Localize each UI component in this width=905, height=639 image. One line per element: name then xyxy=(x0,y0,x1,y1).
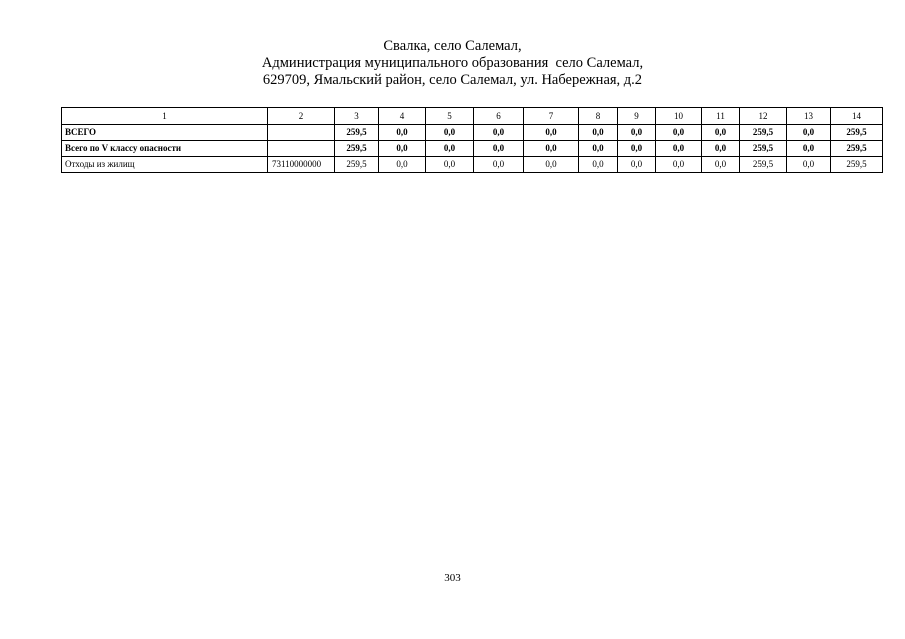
table-cell: 0,0 xyxy=(474,141,524,157)
table-cell: 259,5 xyxy=(831,157,883,173)
table-cell: 259,5 xyxy=(740,141,787,157)
table-row-total xyxy=(62,125,883,141)
page-number: 303 xyxy=(444,572,461,584)
table-cell: 259,5 xyxy=(740,157,787,173)
table-cell: 0,0 xyxy=(787,125,831,141)
table-row-class-v-total xyxy=(62,141,883,157)
row-code xyxy=(268,141,335,157)
column-number: 6 xyxy=(474,108,524,125)
column-number: 12 xyxy=(740,108,787,125)
table-cell: 0,0 xyxy=(618,157,656,173)
table-cell: 0,0 xyxy=(656,157,702,173)
table-cell: 0,0 xyxy=(524,141,579,157)
table-cell: 0,0 xyxy=(379,157,426,173)
table-cell: 0,0 xyxy=(426,125,474,141)
row-name: Отходы из жилищ xyxy=(62,157,268,173)
table-cell: 0,0 xyxy=(702,157,740,173)
column-number: 9 xyxy=(618,108,656,125)
table-cell: 0,0 xyxy=(656,125,702,141)
table-cell: 259,5 xyxy=(335,141,379,157)
table-cell: 0,0 xyxy=(787,141,831,157)
table-cell: 0,0 xyxy=(702,125,740,141)
table-row-household-waste xyxy=(62,157,883,173)
table-cell: 0,0 xyxy=(618,125,656,141)
header-line-2: Администрация муниципального образования село Салемал, xyxy=(261,55,644,71)
table-cell: 259,5 xyxy=(335,125,379,141)
column-number: 4 xyxy=(379,108,426,125)
header-line-1: Свалка, село Салемал, xyxy=(383,38,522,54)
column-number: 5 xyxy=(426,108,474,125)
header-line-3: 629709, Ямальский район, село Салемал, ул. Набережная, д.2 xyxy=(262,72,643,88)
document-header xyxy=(0,38,905,89)
table-cell: 259,5 xyxy=(831,141,883,157)
column-number: 10 xyxy=(656,108,702,125)
table-cell: 0,0 xyxy=(474,125,524,141)
column-number: 7 xyxy=(524,108,579,125)
row-code: 73110000000 xyxy=(268,157,335,173)
column-number-row xyxy=(62,108,883,125)
row-name: Всего по V классу опасности xyxy=(62,141,268,157)
table-cell: 0,0 xyxy=(524,157,579,173)
table-cell: 0,0 xyxy=(579,157,618,173)
table-cell: 0,0 xyxy=(579,125,618,141)
table-cell: 0,0 xyxy=(524,125,579,141)
column-number: 3 xyxy=(335,108,379,125)
table-cell: 0,0 xyxy=(474,157,524,173)
column-number: 1 xyxy=(62,108,268,125)
table-cell: 0,0 xyxy=(787,157,831,173)
table-cell: 259,5 xyxy=(740,125,787,141)
column-number: 8 xyxy=(579,108,618,125)
table-cell: 0,0 xyxy=(656,141,702,157)
column-number: 2 xyxy=(268,108,335,125)
table-cell: 0,0 xyxy=(379,125,426,141)
table-cell: 259,5 xyxy=(831,125,883,141)
row-code xyxy=(268,125,335,141)
table-cell: 259,5 xyxy=(335,157,379,173)
table-cell: 0,0 xyxy=(426,157,474,173)
table-cell: 0,0 xyxy=(379,141,426,157)
column-number: 14 xyxy=(831,108,883,125)
table-cell: 0,0 xyxy=(579,141,618,157)
waste-table xyxy=(61,107,883,173)
table-cell: 0,0 xyxy=(426,141,474,157)
table-cell: 0,0 xyxy=(702,141,740,157)
column-number: 11 xyxy=(702,108,740,125)
column-number: 13 xyxy=(787,108,831,125)
row-name: ВСЕГО xyxy=(62,125,268,141)
table-cell: 0,0 xyxy=(618,141,656,157)
